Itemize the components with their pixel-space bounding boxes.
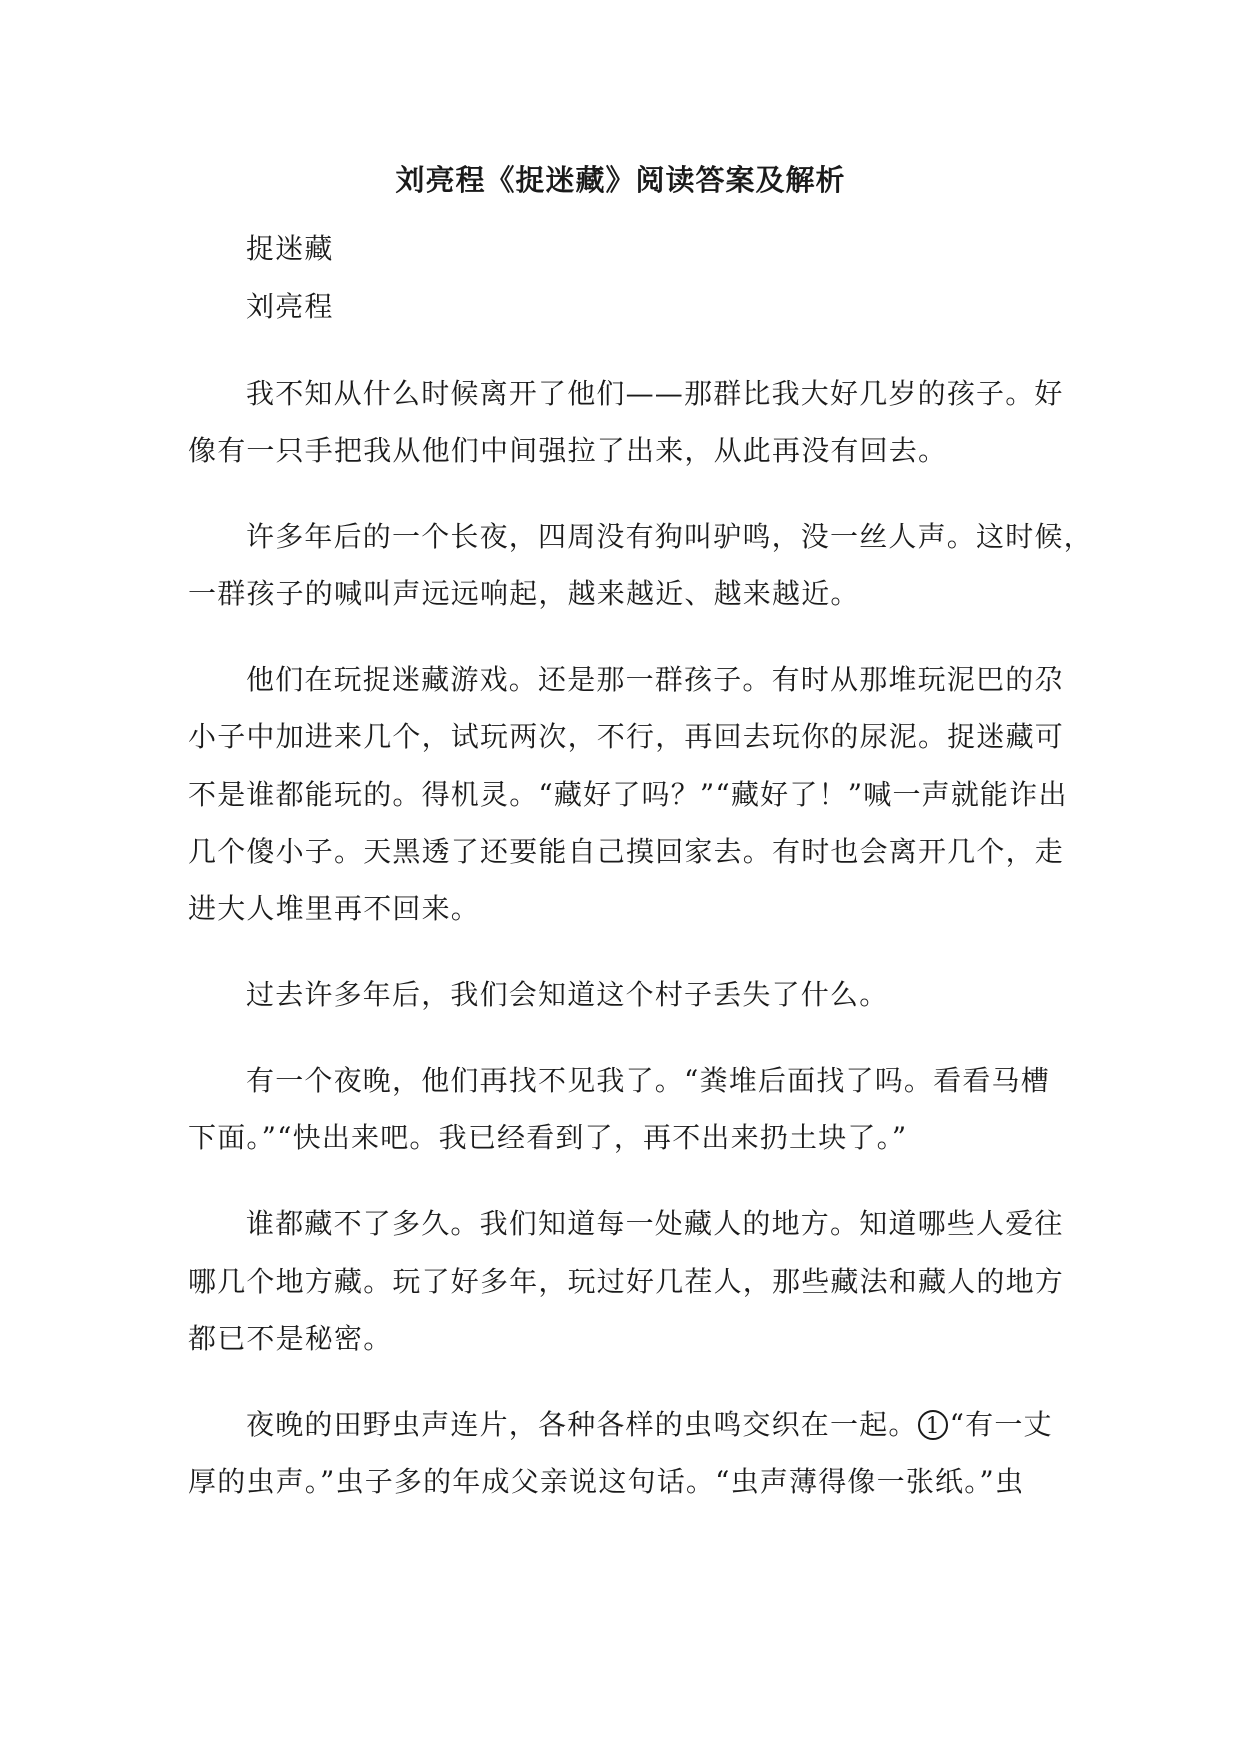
- paragraph-2-line-2: 一群孩子的喊叫声远远响起，越来越近、越来越近。: [188, 577, 860, 610]
- paragraph-3-line-5: 进大人堆里再不回来。: [188, 892, 481, 925]
- paragraph-6-line-2: 哪几个地方藏。玩了好多年，玩过好几茬人，那些藏法和藏人的地方: [188, 1265, 1065, 1298]
- paragraph-3-line-3: 不是谁都能玩的。得机灵。“藏好了吗？”“藏好了！”喊一声就能诈出: [188, 778, 1068, 811]
- paragraph-4-line-1: 过去许多年后，我们会知道这个村子丢失了什么。: [246, 978, 889, 1011]
- paragraph-7-text-before-marker: 夜晚的田野虫声连片，各种各样的虫鸣交织在一起。: [246, 1408, 918, 1441]
- paragraph-1-line-2: 像有一只手把我从他们中间强拉了出来，从此再没有回去。: [188, 434, 948, 467]
- circled-number-marker: 1: [918, 1410, 948, 1440]
- paragraph-3-line-4: 几个傻小子。天黑透了还要能自己摸回家去。有时也会离开几个，走: [188, 835, 1065, 868]
- story-author: 刘亮程: [246, 290, 334, 323]
- story-title: 捉迷藏: [246, 232, 334, 265]
- paragraph-3-line-2: 小子中加进来几个，试玩两次，不行，再回去玩你的尿泥。捉迷藏可: [188, 720, 1065, 753]
- paragraph-5-line-1: 有一个夜晚，他们再找不见我了。“粪堆后面找了吗。看看马槽: [246, 1064, 1050, 1097]
- paragraph-5-line-2: 下面。”“快出来吧。我已经看到了，再不出来扔土块了。”: [188, 1121, 908, 1154]
- paragraph-1-line-1: 我不知从什么时候离开了他们——那群比我大好几岁的孩子。好: [246, 377, 1064, 410]
- paragraph-7-line-2: 厚的虫声。”虫子多的年成父亲说这句话。“虫声薄得像一张纸。”虫: [188, 1465, 1025, 1498]
- paragraph-6-line-1: 谁都藏不了多久。我们知道每一处藏人的地方。知道哪些人爱往: [246, 1207, 1064, 1240]
- paragraph-2-line-1: 许多年后的一个长夜，四周没有狗叫驴鸣，没一丝人声。这时候，: [246, 520, 1093, 553]
- paragraph-7-text-after-marker: “有一丈: [949, 1408, 1053, 1441]
- paragraph-6-line-3: 都已不是秘密。: [188, 1322, 393, 1355]
- document-title: 刘亮程《捉迷藏》阅读答案及解析: [395, 163, 846, 197]
- paragraph-7-line-1: [246, 1405, 1112, 1445]
- paragraph-3-line-1: 他们在玩捉迷藏游戏。还是那一群孩子。有时从那堆玩泥巴的尕: [246, 663, 1064, 696]
